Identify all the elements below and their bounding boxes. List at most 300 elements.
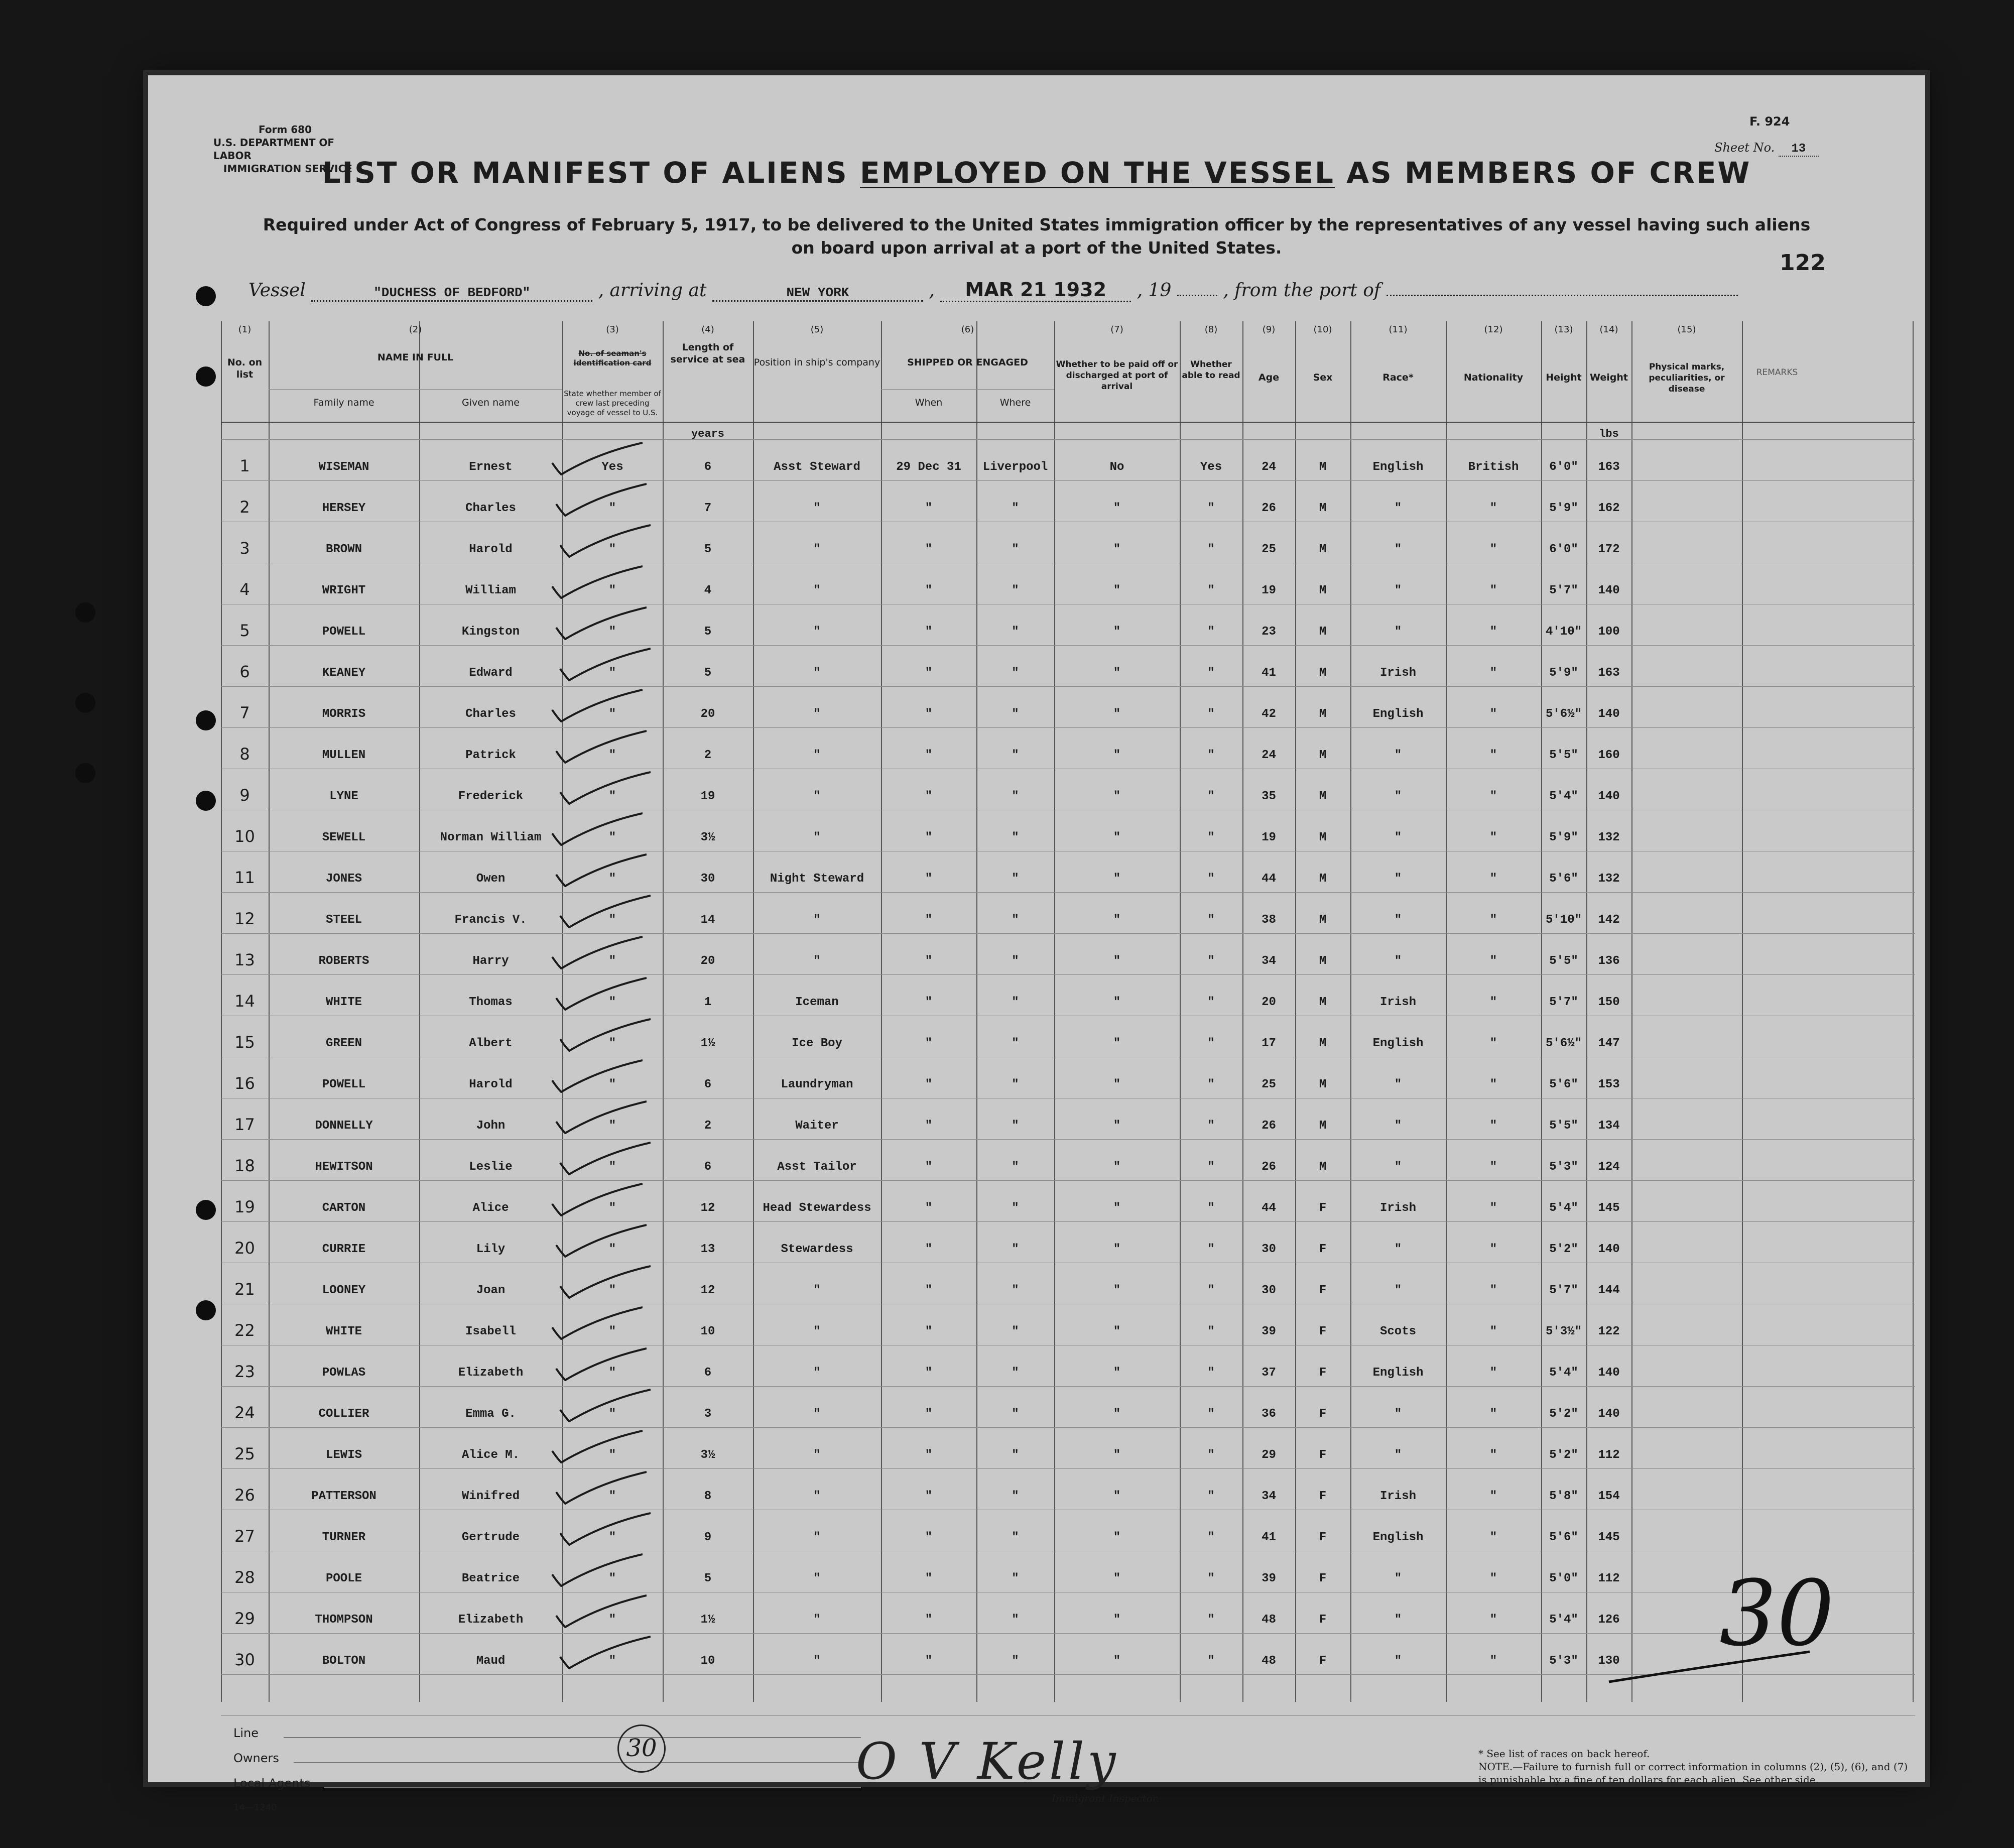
shipped-when-cell: ": [925, 1243, 933, 1256]
sex-cell: M: [1319, 1037, 1327, 1050]
row-number: 3: [239, 539, 250, 558]
given-name-cell: Joan: [476, 1284, 506, 1297]
sex-cell: F: [1319, 1613, 1327, 1627]
local-agents-field: [324, 1787, 861, 1788]
previous-voyage-cell: ": [608, 749, 616, 762]
nationality-cell: ": [1489, 1407, 1497, 1421]
paid-off-cell: ": [1113, 1243, 1121, 1256]
row-number: 1: [239, 456, 250, 475]
able-to-read-cell: ": [1207, 996, 1215, 1009]
given-name-cell: Beatrice: [461, 1572, 520, 1585]
row-number: 14: [234, 992, 255, 1011]
owners-label: Owners: [233, 1751, 279, 1765]
col-num-7: (7): [1110, 324, 1123, 335]
race-cell: ": [1394, 1284, 1402, 1297]
height-cell: 5'6½": [1545, 1037, 1582, 1050]
race-cell: ": [1394, 872, 1402, 886]
sex-cell: F: [1319, 1325, 1327, 1338]
age-cell: 36: [1262, 1407, 1276, 1421]
row-divider: [221, 1427, 1915, 1428]
family-name-cell: DONNELLY: [315, 1119, 373, 1133]
paid-off-cell: ": [1113, 584, 1121, 597]
shipped-when-cell: 29 Dec 31: [896, 460, 961, 474]
nationality-cell: ": [1489, 749, 1497, 762]
paid-off-cell: ": [1113, 502, 1121, 515]
family-name-cell: BOLTON: [322, 1654, 366, 1668]
sex-cell: F: [1319, 1243, 1327, 1256]
col-num-10: (10): [1313, 324, 1332, 335]
height-cell: 5'9": [1549, 502, 1578, 515]
race-cell: ": [1394, 625, 1402, 639]
able-to-read-cell: ": [1207, 872, 1215, 886]
shipped-where-cell: ": [1012, 1572, 1019, 1585]
previous-voyage-cell: ": [608, 1160, 616, 1174]
able-to-read-cell: ": [1207, 625, 1215, 639]
age-cell: 24: [1262, 460, 1276, 474]
row-number: 28: [234, 1568, 255, 1587]
col-id-card-struck: No. of seaman's identification card: [573, 349, 652, 367]
shipped-where-cell: ": [1012, 1201, 1019, 1215]
row-number: 15: [234, 1033, 255, 1052]
height-cell: 5'4": [1549, 790, 1578, 803]
sex-cell: M: [1319, 749, 1327, 762]
paid-off-cell: ": [1113, 1448, 1121, 1462]
sex-cell: M: [1319, 707, 1327, 721]
nationality-cell: ": [1489, 1325, 1497, 1338]
row-number: 9: [239, 786, 250, 805]
weight-cell: 134: [1598, 1119, 1620, 1133]
age-cell: 26: [1262, 1160, 1276, 1174]
race-cell: English: [1372, 1037, 1424, 1050]
given-name-cell: Winifred: [461, 1490, 520, 1503]
height-cell: 5'7": [1549, 584, 1578, 597]
previous-voyage-cell: ": [608, 1284, 616, 1297]
shipped-where-cell: ": [1012, 543, 1019, 556]
row-number: 5: [239, 621, 250, 640]
service-length-cell: 12: [700, 1284, 715, 1297]
sex-cell: M: [1319, 543, 1327, 556]
nationality-cell: ": [1489, 831, 1497, 844]
shipped-when-cell: ": [925, 1448, 933, 1462]
row-number: 19: [234, 1197, 255, 1216]
sex-cell: F: [1319, 1284, 1327, 1297]
binder-hole: [196, 366, 216, 387]
given-name-cell: Alice M.: [461, 1448, 520, 1462]
shipped-when-cell: ": [925, 666, 933, 680]
race-cell: English: [1372, 1531, 1424, 1544]
age-cell: 35: [1262, 790, 1276, 803]
able-to-read-cell: ": [1207, 954, 1215, 968]
family-name-cell: MULLEN: [322, 749, 366, 762]
able-to-read-cell: ": [1207, 707, 1215, 721]
race-cell: English: [1372, 707, 1424, 721]
weight-cell: 140: [1598, 790, 1620, 803]
family-name-cell: POWELL: [322, 1078, 366, 1091]
row-number: 17: [234, 1115, 255, 1134]
binder-hole: [75, 693, 95, 713]
service-length-cell: 2: [704, 749, 712, 762]
height-cell: 5'2": [1549, 1407, 1578, 1421]
unit-lbs: lbs: [1599, 428, 1619, 440]
shipped-when-cell: ": [925, 1407, 933, 1421]
previous-voyage-cell: ": [608, 1572, 616, 1585]
previous-voyage-cell: ": [608, 1407, 616, 1421]
height-cell: 5'3½": [1545, 1325, 1582, 1338]
nationality-cell: ": [1489, 872, 1497, 886]
sheet-value: 13: [1779, 142, 1819, 157]
height-cell: 5'6": [1549, 872, 1578, 886]
col-race: Race*: [1382, 372, 1414, 383]
footnotes: [1478, 1747, 1910, 1786]
family-name-cell: BROWN: [325, 543, 362, 556]
sex-cell: M: [1319, 954, 1327, 968]
height-cell: 5'3": [1549, 1160, 1578, 1174]
age-cell: 44: [1262, 1201, 1276, 1215]
col-shipped-engaged: SHIPPED OR ENGAGED: [907, 357, 1028, 368]
given-name-cell: Owen: [476, 872, 506, 886]
sex-cell: M: [1319, 1160, 1327, 1174]
previous-voyage-cell: ": [608, 707, 616, 721]
sex-cell: F: [1319, 1201, 1327, 1215]
paid-off-cell: No: [1109, 460, 1124, 474]
nationality-cell: ": [1489, 1572, 1497, 1585]
nationality-cell: ": [1489, 543, 1497, 556]
previous-voyage-cell: ": [608, 543, 616, 556]
from-port-value: [1387, 295, 1738, 296]
service-length-cell: 8: [704, 1490, 712, 1503]
paid-off-cell: ": [1113, 707, 1121, 721]
family-name-cell: HEWITSON: [315, 1160, 373, 1174]
given-name-cell: Frederick: [458, 790, 524, 803]
weight-cell: 162: [1598, 502, 1620, 515]
row-number: 6: [239, 662, 250, 681]
shipped-where-cell: ": [1012, 707, 1019, 721]
age-cell: 48: [1262, 1654, 1276, 1668]
penalty-note: NOTE.—Failure to furnish full or correct information in columns (2), (5), (6), and (7) is punishable by a fine of ten dollars for each alien. See other side.: [1478, 1761, 1908, 1786]
row-divider: [221, 727, 1915, 728]
given-name-cell: Ernest: [469, 460, 513, 474]
race-cell: ": [1394, 954, 1402, 968]
shipped-when-cell: ": [925, 1531, 933, 1544]
given-name-cell: Thomas: [469, 996, 513, 1009]
col-num-3: (3): [606, 324, 619, 335]
shipped-when-cell: ": [925, 1572, 933, 1585]
col-length-of-service: Length of service at sea: [670, 342, 745, 365]
position-cell: ": [813, 1490, 821, 1503]
service-length-cell: 13: [700, 1243, 715, 1256]
age-cell: 23: [1262, 625, 1276, 639]
service-length-cell: 4: [704, 584, 712, 597]
shipped-when-cell: ": [925, 1037, 933, 1050]
age-cell: 38: [1262, 913, 1276, 927]
shipped-when-cell: ": [925, 1119, 933, 1133]
position-cell: ": [813, 749, 821, 762]
nationality-cell: ": [1489, 1448, 1497, 1462]
shipped-where-cell: ": [1012, 1531, 1019, 1544]
height-cell: 5'4": [1549, 1613, 1578, 1627]
position-cell: ": [813, 1366, 821, 1380]
nationality-cell: ": [1489, 790, 1497, 803]
col-previous-voyage: State whether member of crew last preceding voyage of vessel to U.S.: [564, 389, 661, 417]
height-cell: 5'4": [1549, 1201, 1578, 1215]
race-cell: ": [1394, 1448, 1402, 1462]
row-number: 11: [234, 868, 255, 887]
paid-off-cell: ": [1113, 1284, 1121, 1297]
height-cell: 5'4": [1549, 1366, 1578, 1380]
position-cell: Ice Boy: [792, 1037, 842, 1050]
service-length-cell: 14: [700, 913, 715, 927]
sex-cell: F: [1319, 1366, 1327, 1380]
height-cell: 4'10": [1545, 625, 1582, 639]
shipped-when-cell: ": [925, 1078, 933, 1091]
height-cell: 5'0": [1549, 1572, 1578, 1585]
sex-cell: M: [1319, 831, 1327, 844]
age-cell: 34: [1262, 954, 1276, 968]
shipped-where-cell: ": [1012, 831, 1019, 844]
unit-years: years: [691, 428, 724, 440]
binder-hole: [196, 1300, 216, 1320]
previous-voyage-cell: ": [608, 625, 616, 639]
position-cell: ": [813, 543, 821, 556]
weight-cell: 112: [1598, 1572, 1620, 1585]
crew-table: [221, 321, 1915, 1702]
previous-voyage-cell: ": [608, 584, 616, 597]
shipped-where-cell: ": [1012, 1119, 1019, 1133]
shipped-header-divider: [881, 389, 1054, 390]
family-name-cell: LYNE: [329, 790, 358, 803]
weight-cell: 100: [1598, 625, 1620, 639]
weight-cell: 142: [1598, 913, 1620, 927]
position-cell: Stewardess: [781, 1243, 853, 1256]
shipped-when-cell: ": [925, 1490, 933, 1503]
age-cell: 25: [1262, 543, 1276, 556]
family-name-cell: MORRIS: [322, 707, 366, 721]
weight-cell: 140: [1598, 707, 1620, 721]
able-to-read-cell: ": [1207, 1654, 1215, 1668]
able-to-read-cell: ": [1207, 1325, 1215, 1338]
position-cell: ": [813, 1613, 821, 1627]
row-divider: [221, 645, 1915, 646]
weight-cell: 124: [1598, 1160, 1620, 1174]
weight-cell: 160: [1598, 749, 1620, 762]
weight-cell: 147: [1598, 1037, 1620, 1050]
row-number: 2: [239, 498, 250, 517]
paid-off-cell: ": [1113, 1078, 1121, 1091]
vessel-line: Vessel "DUCHESS OF BEDFORD" , arriving at NEW YORK , MAR 21 1932 , 19 , from the port of: [248, 279, 1855, 302]
service-length-cell: 19: [700, 790, 715, 803]
able-to-read-cell: ": [1207, 1078, 1215, 1091]
col-num-5: (5): [810, 324, 824, 335]
row-divider: [221, 1633, 1915, 1634]
row-number: 20: [234, 1239, 255, 1258]
able-to-read-cell: ": [1207, 1407, 1215, 1421]
sheet-number: [1714, 141, 1819, 157]
shipped-when-cell: ": [925, 872, 933, 886]
shipped-where-cell: ": [1012, 1407, 1019, 1421]
race-cell: Irish: [1379, 996, 1416, 1009]
position-cell: ": [813, 831, 821, 844]
position-cell: Waiter: [795, 1119, 839, 1133]
local-agents-label: Local Agents: [233, 1776, 311, 1790]
race-cell: ": [1394, 1078, 1402, 1091]
position-cell: ": [813, 1654, 821, 1668]
shipped-where-cell: ": [1012, 1448, 1019, 1462]
previous-voyage-cell: ": [608, 1243, 616, 1256]
sex-cell: F: [1319, 1490, 1327, 1503]
able-to-read-cell: ": [1207, 1366, 1215, 1380]
paid-off-cell: ": [1113, 790, 1121, 803]
shipped-where-cell: ": [1012, 584, 1019, 597]
service-length-cell: 5: [704, 625, 712, 639]
column-divider: [1913, 321, 1914, 1702]
family-name-cell: ROBERTS: [318, 954, 369, 968]
family-name-cell: GREEN: [325, 1037, 362, 1050]
height-cell: 5'2": [1549, 1448, 1578, 1462]
nationality-cell: ": [1489, 707, 1497, 721]
position-cell: ": [813, 1572, 821, 1585]
position-cell: Laundryman: [781, 1078, 853, 1091]
weight-cell: 112: [1598, 1448, 1620, 1462]
height-cell: 5'3": [1549, 1654, 1578, 1668]
able-to-read-cell: ": [1207, 1201, 1215, 1215]
shipped-where-cell: ": [1012, 625, 1019, 639]
age-cell: 41: [1262, 1531, 1276, 1544]
family-name-cell: PATTERSON: [311, 1490, 376, 1503]
service-length-cell: 1½: [700, 1037, 715, 1050]
weight-cell: 140: [1598, 584, 1620, 597]
total-underline: [1604, 1647, 1815, 1687]
age-cell: 26: [1262, 1119, 1276, 1133]
age-cell: 19: [1262, 831, 1276, 844]
nationality-cell: ": [1489, 625, 1497, 639]
department: U.S. DEPARTMENT OF LABOR: [213, 137, 335, 162]
row-number: 27: [234, 1527, 255, 1546]
family-name-cell: POOLE: [325, 1572, 362, 1585]
given-name-cell: Norman William: [440, 831, 542, 844]
family-name-cell: WHITE: [325, 1325, 362, 1338]
position-cell: ": [813, 625, 821, 639]
position-cell: Head Stewardess: [763, 1201, 871, 1215]
service-length-cell: 7: [704, 502, 712, 515]
age-cell: 26: [1262, 502, 1276, 515]
shipped-when-cell: ": [925, 1613, 933, 1627]
family-name-cell: LEWIS: [325, 1448, 362, 1462]
previous-voyage-cell: ": [608, 1613, 616, 1627]
nationality-cell: ": [1489, 1160, 1497, 1174]
race-cell: ": [1394, 1407, 1402, 1421]
row-number: 16: [234, 1074, 255, 1093]
nationality-cell: ": [1489, 1613, 1497, 1627]
service-length-cell: 30: [700, 872, 715, 886]
sex-cell: F: [1319, 1407, 1327, 1421]
paid-off-cell: ": [1113, 1531, 1121, 1544]
service: IMMIGRATION SERVICE: [223, 163, 352, 175]
paid-off-cell: ": [1113, 1613, 1121, 1627]
col-nationality: Nationality: [1463, 372, 1524, 383]
position-cell: ": [813, 666, 821, 680]
paid-off-cell: ": [1113, 913, 1121, 927]
nationality-cell: ": [1489, 913, 1497, 927]
row-number: 18: [234, 1156, 255, 1175]
race-cell: ": [1394, 1654, 1402, 1668]
line-field: [284, 1737, 861, 1738]
race-cell: ": [1394, 1613, 1402, 1627]
given-name-cell: Patrick: [465, 749, 516, 762]
service-length-cell: 2: [704, 1119, 712, 1133]
col-num-12: (12): [1484, 324, 1503, 335]
row-divider: [221, 892, 1915, 893]
position-cell: Iceman: [795, 996, 839, 1009]
year-label: , 19: [1137, 280, 1172, 301]
shipped-when-cell: ": [925, 1284, 933, 1297]
service-length-cell: 3: [704, 1407, 712, 1421]
col-age: Age: [1258, 372, 1280, 383]
previous-voyage-cell: ": [608, 1448, 616, 1462]
position-cell: ": [813, 707, 821, 721]
nationality-cell: ": [1489, 1531, 1497, 1544]
paid-off-cell: ": [1113, 1119, 1121, 1133]
given-name-cell: Francis V.: [454, 913, 527, 927]
height-cell: 6'0": [1549, 460, 1578, 474]
row-number: 7: [239, 703, 250, 722]
nationality-cell: ": [1489, 1490, 1497, 1503]
height-cell: 5'5": [1549, 954, 1578, 968]
shipped-where-cell: ": [1012, 1037, 1019, 1050]
row-number: 23: [234, 1362, 255, 1381]
sex-cell: M: [1319, 460, 1327, 474]
race-cell: ": [1394, 831, 1402, 844]
given-name-cell: Maud: [476, 1654, 506, 1668]
shipped-where-cell: ": [1012, 502, 1019, 515]
inspector-label: Immigrant Inspector.: [1052, 1792, 1160, 1804]
previous-voyage-cell: ": [608, 666, 616, 680]
sex-cell: M: [1319, 502, 1327, 515]
paid-off-cell: ": [1113, 1407, 1121, 1421]
family-name-cell: KEANEY: [322, 666, 366, 680]
weight-cell: 130: [1598, 1654, 1620, 1668]
paid-off-cell: ": [1113, 543, 1121, 556]
given-name-cell: Emma G.: [465, 1407, 516, 1421]
sex-cell: M: [1319, 872, 1327, 886]
paid-off-cell: ": [1113, 1037, 1121, 1050]
race-cell: ": [1394, 543, 1402, 556]
age-cell: 48: [1262, 1613, 1276, 1627]
form-print-code: 14—1240: [233, 1802, 277, 1813]
paid-off-cell: ": [1113, 749, 1121, 762]
service-length-cell: 6: [704, 460, 712, 474]
service-length-cell: 5: [704, 1572, 712, 1585]
binder-hole: [196, 1200, 216, 1220]
weight-cell: 153: [1598, 1078, 1620, 1091]
able-to-read-cell: ": [1207, 1572, 1215, 1585]
race-cell: English: [1372, 1366, 1424, 1380]
shipped-when-cell: ": [925, 1160, 933, 1174]
previous-voyage-cell: ": [608, 1037, 616, 1050]
able-to-read-cell: ": [1207, 666, 1215, 680]
race-cell: Scots: [1379, 1325, 1416, 1338]
age-cell: 42: [1262, 707, 1276, 721]
row-divider: [221, 1139, 1915, 1140]
row-divider: [221, 1221, 1915, 1222]
col-num-11: (11): [1389, 324, 1408, 335]
row-number: 21: [234, 1280, 255, 1299]
vessel-name: "DUCHESS OF BEDFORD": [311, 285, 592, 302]
from-port-label: , from the port of: [1223, 280, 1381, 301]
row-divider: [221, 439, 1915, 440]
service-length-cell: 20: [700, 707, 715, 721]
col-num-1: (1): [238, 324, 251, 335]
shipped-when-cell: ": [925, 707, 933, 721]
